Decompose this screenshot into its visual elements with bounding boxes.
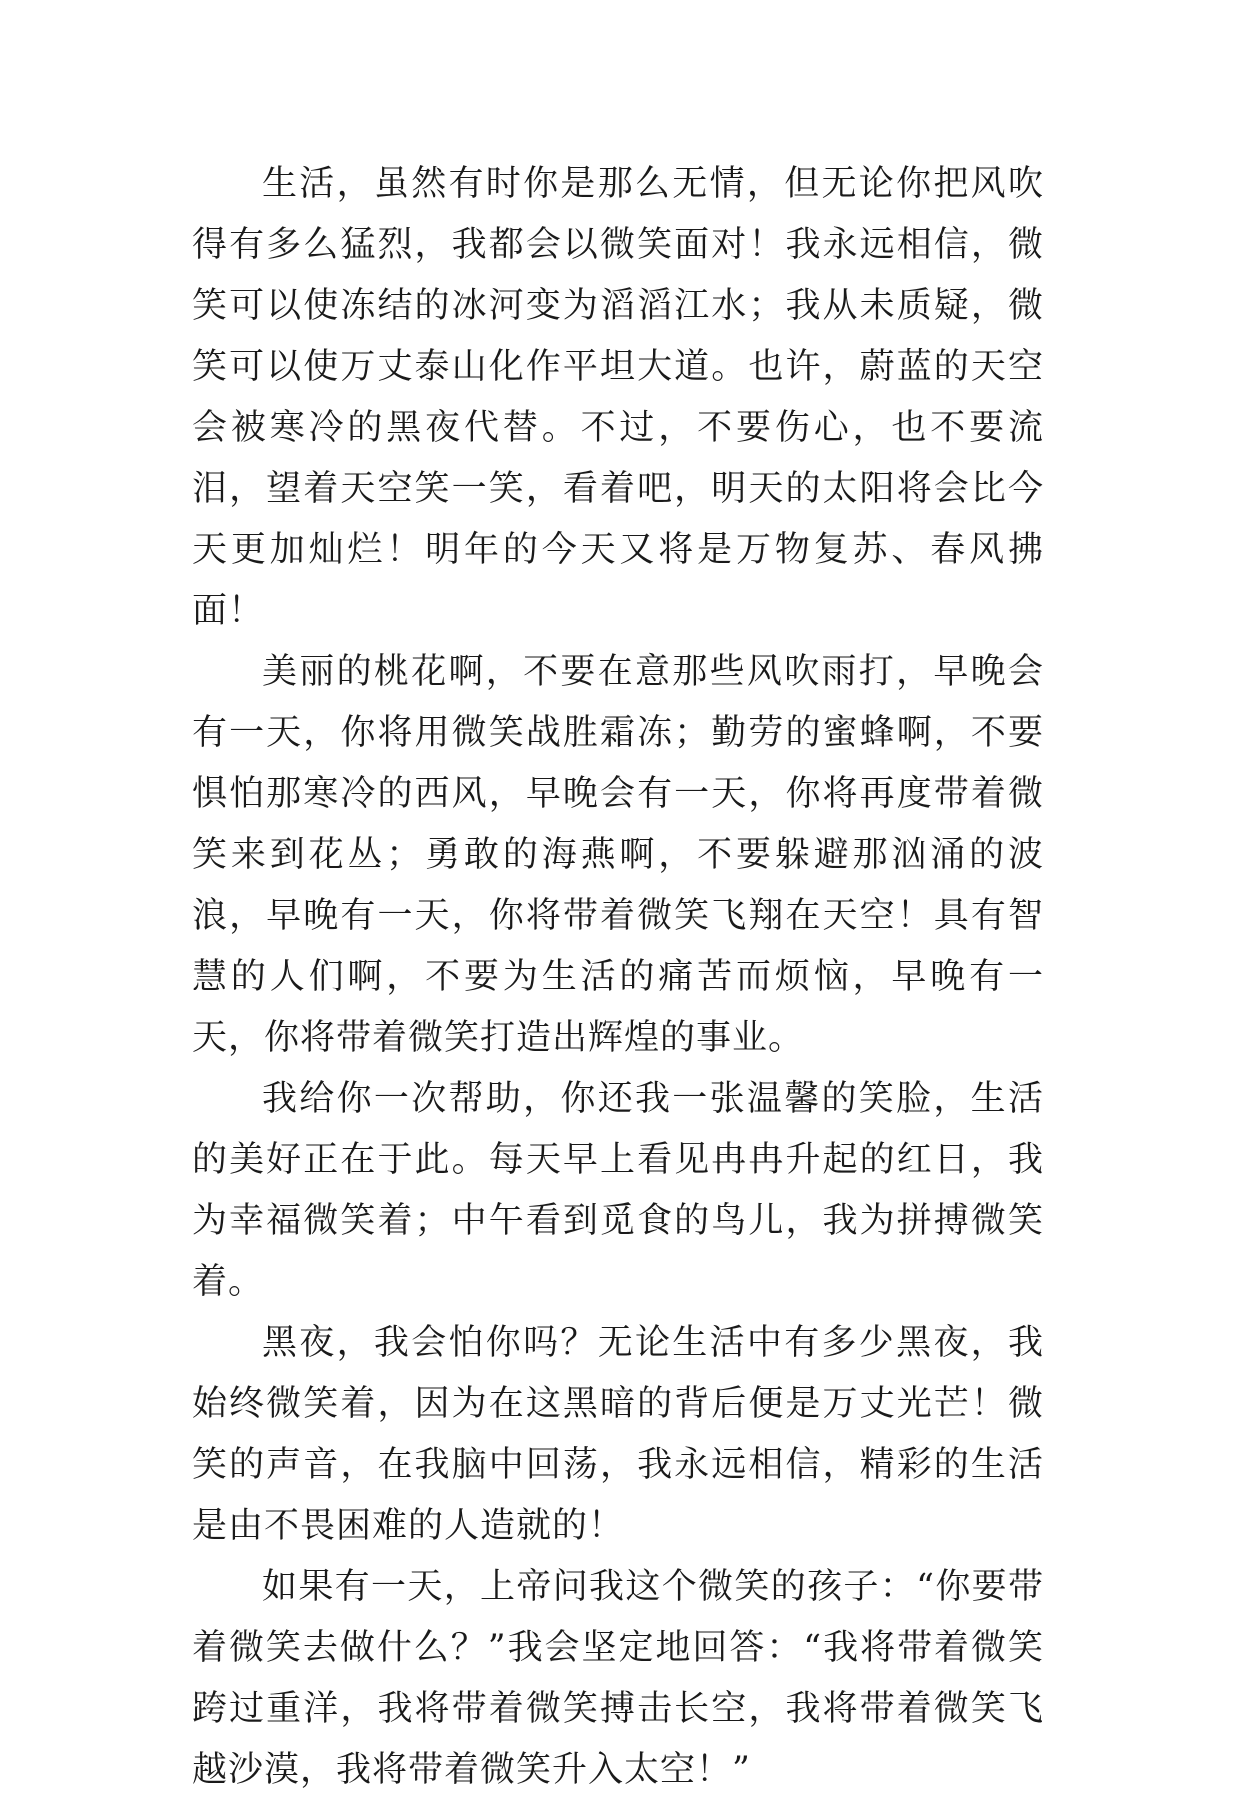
paragraph-2: 美丽的桃花啊，不要在意那些风吹雨打，早晚会有一天，你将用微笑战胜霜冻；勤劳的蜜蜂啊，不要惧怕那寒冷的西风，早晚会有一天，你将再度带着微笑来到花丛；勇敢的海燕啊，不要躲避那汹涌的波浪，早晚有一天，你将带着微笑飞翔在天空！具有智慧的人们啊，不要为生活的痛苦而烦恼，早晚有一天，你将带着微笑打造出辉煌的事业。 [192,652,1044,1058]
essay-body [192,154,1044,1801]
paragraph-3: 我给你一次帮助，你还我一张温馨的笑脸，生活的美好正在于此。每天早上看见冉冉升起的红日，我为幸福微笑着；中午看到觅食的鸟儿，我为拼搏微笑着。 [192,1079,1044,1302]
paragraph-1: 生活，虽然有时你是那么无情，但无论你把风吹得有多么猛烈，我都会以微笑面对！我永远相信，微笑可以使冻结的冰河变为滔滔江水；我从未质疑，微笑可以使万丈泰山化作平坦大道。也许，蔚蓝的天空会被寒冷的黑夜代替。不过，不要伤心，也不要流泪，望着天空笑一笑，看着吧，明天的太阳将会比今天更加灿烂！明年的今天又将是万物复苏、春风拂面！ [192,164,1044,631]
paragraph-5: 如果有一天，上帝问我这个微笑的孩子：“你要带着微笑去做什么？”我会坚定地回答：“我将带着微笑跨过重洋，我将带着微笑搏击长空，我将带着微笑飞越沙漠，我将带着微笑升入太空！” [192,1567,1044,1790]
paragraph-4: 黑夜，我会怕你吗？无论生活中有多少黑夜，我始终微笑着，因为在这黑暗的背后便是万丈光芒！微笑的声音，在我脑中回荡，我永远相信，精彩的生活是由不畏困难的人造就的！ [192,1323,1044,1546]
